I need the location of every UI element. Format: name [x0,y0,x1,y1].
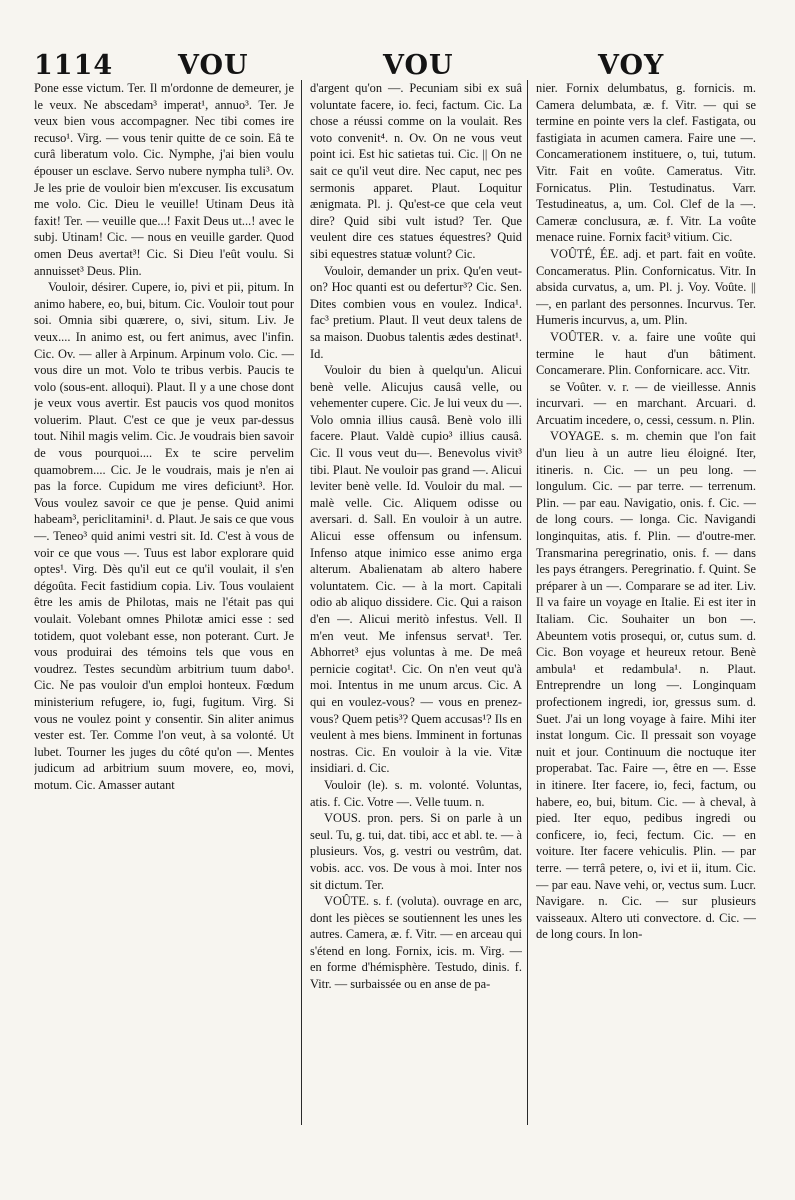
dictionary-entry: d'argent qu'on —. Pecuniam sibi ex suâ voluntate facere, io. feci, factum. Cic. La chose a réussi comme on la voulait. Res voto convenit⁴. n. Ov. On ne vous veut point ici. Est hic satietas tui. Cic. || On ne sait ce qu'il veut dire. Nec caput, nec pes sermonis apparet. Plaut. Loquitur ænigmata. Pl. j. Qu'est-ce que cela veut dire? Quid sibi vult istud? Ter. Que veulent dire ces statues équestres? Quid sibi equestres statuæ volunt? Cic. [310,81,522,261]
column-divider [301,80,302,1125]
dictionary-entry: Pone esse victum. Ter. Il m'ordonne de demeurer, je le veux. Ne abscedam³ imperat¹, annuo³. Ter. Je veux bien vous accompagner. Nec tibi comes ire recuso¹. Virg. — vous tenir quitte de ce soin. Eâ te curâ liberatum volo. Cic. Nymphe, j'ai bien voulu épouser un esclave. Servo nubere nympha tuli³. Ov. Je les prie de vouloir bien m'excuser. Iis excusatum me volo. Cic. Dieu le veuille! Utinam Deus ità faxit! Ter. — veuille que...! Faxit Deus ut...! avec le subj. Utinam! Cic. — nous en veuille garder. Quod omen Deus avertat³! Cic. Si Dieu l'eût voulu. Si annuisset³ Deus. Plin. [34,81,294,278]
header-left-word: VOU [178,50,249,81]
dictionary-entry: se Voûter. v. r. — de vieillesse. Annis incurvari. — en marchant. Arcuari. d. Arcuatim incedere, o, cessi, cessum. n. Plin. [536,379,756,427]
header-center-word: VOU [383,50,454,81]
dictionary-entry: VOÛTE. s. f. (voluta). ouvrage en arc, dont les pièces se soutiennent les unes les autres. Camera, æ. f. Vitr. — en arceau qui s'étend en long. Fornix, icis. m. Virg. — en forme d'hémisphère. Testudo, dinis. f. Vitr. — surbaissée ou en anse de pa- [310,894,522,992]
header-right-word: VOY [598,50,665,81]
dictionary-entry: VOYAGE. s. m. chemin que l'on fait d'un lieu à un autre lieu éloigné. Iter, itineris. n. Cic. — un peu long. — longulum. Cic. — par terre. — terrenum. Plin. — par eau. Navigatio, onis. f. Cic. — de long cours. — longa. Cic. Navigandi longinquitas, atis. f. Plin. — d'outre-mer. Transmarina peregrinatio, onis. f. — dans les pays étrangers. Peregrinatio. f. Quint. Se préparer à un —. Comparare se ad iter. Liv. Il va faire un voyage en Italie. Ei est iter in Italiam. Cic. Souhaiter un bon —. Abeuntem votis prosequi, or, cutus sum. d. Cic. Bon voyage et heureux retour. Benè ambula¹ et redambula¹. n. Plaut. Entreprendre un long —. Longinquam profectionem ingredi, ior, gressus sum. d. Suet. J'ai un long voyage à faire. Mihi iter instat longum. Cic. Il pressait son voyage nuit et jour. Continuum die noctuque iter properabat. Tac. Faire —, être en —. Esse in itinere. Iter facere, io, feci, factum, ou habere, eo, bui, bitum. Cic. — à cheval, à pied. Iter equo, pedibus ingredi ou conficere, io, feci, fectum. Cic. — en voiture. Iter facere vehiculis. Plin. — par terre. — terrâ petere, o, ivi et ii, itum. Cic. — par eau. Nave vehi, or, vectus sum. Lucr. Navigare. n. Cic. — sur plusieurs vaisseaux. Altero uti convectore. d. Cic. — de long cours. In lon- [536,429,756,942]
dictionary-entry: VOÛTER. v. a. faire une voûte qui termine le haut d'un bâtiment. Concamerare. Plin. Confornicare. acc. Vitr. [536,329,756,378]
dictionary-entry: Vouloir (le). s. m. volonté. Voluntas, atis. f. Cic. Votre —. Velle tuum. n. [310,777,522,809]
dictionary-entry: Vouloir, désirer. Cupere, io, pivi et pii, pitum. In animo habere, eo, bui, bitum. Cic. Vouloir tout pour soi. Omnia sibi quærere, o, sivi, situm. Liv. Je veux.... In animo est, ou fert animus, avec l'infin. Cic. Ov. — aller à Arpinum. Arpinum volo. Cic. — vous dire un mot. Volo te tribus verbis. Paucis te volo (sous-ent. alloqui). Plaut. Il y a une chose dont je veux vous avertir. Est paucis vos quod monitos voluerim. Plaut. C'est ce que je veux par-dessus tout. Nihil magis velim. Cic. Je voudrais bien savoir de vous pourquoi.... Ex te scire pervelim quamobrem.... Cic. Je le voudrais, mais je n'en ai pas la force. Cupidum me vires deficiunt³. Hor. Vous voulez savoir ce que je pense. Quid animi habeam³, periclitamini¹. d. Plaut. Je sais ce que vous —. Teneo³ quid animi vestri sit. Id. C'est à vous de voir ce que vous —. Tuus est labor explorare quid optes¹. Virg. Dès qu'il eut ce qu'il voulait, il s'en dégoûta. Fecit fastidium copia. Liv. Tous voulaient être les amis de Philotas, mais ne l'était pas qui voulait. Volebant omnes Philotæ amici esse : sed totidem, quot volebant esse, non poterant. Curt. Je vous produirai des témoins tels que vous en voudrez. Testes secundùm arbitrium tuum dabo¹. Cic. Ne pas vouloir d'un emploi honteux. Fœdum ministerium refugere, io, fugi, fugitum. Virg. Si vous ne voulez point y consentir. Sin aliter animus vester est. Ter. Comme l'on veut, à sa volonté. Ut lubet. Tourner les juges du côté qu'on —. Mentes judicum ad arbitrium suum movere, eo, movi, motum. Cic. Amasser autant [34,280,294,792]
dictionary-entry: VOÛTÉ, ÉE. adj. et part. fait en voûte. Concameratus. Plin. Confornicatus. Vitr. In absida curvatus, a, um. Pl. j. Voy. Voûte. || —, en parlant des personnes. Incurvus. Ter. Humeris incurvus, a, um. Plin. [536,246,756,328]
text-column-left [34,80,294,1130]
dictionary-entry: Vouloir, demander un prix. Qu'en veut-on? Hoc quanti est ou defertur³? Cic. Sen. Dites combien vous en voulez. Indica¹. fac³ pretium. Plaut. Il veut deux talens de sa maison. Duobus talentis ædes destinat¹. Id. [310,263,522,361]
dictionary-entry: Vouloir du bien à quelqu'un. Alicui benè velle. Alicujus causâ velle, ou vehementer cupere. Cic. Je lui veux du —. Volo omnia illius causâ. Benè volo illi facere. Plaut. Valdè cupio³ illius causâ. Cic. Il vous veut du—. Benevolus vivit³ tibi. Plaut. Ne vouloir pas grand —. Alicui leviter benè velle. Id. Vouloir du mal. — malè velle. Cic. Aliquem odisse ou aversari. d. Sall. En vouloir à un autre. Alicui esse offensum ou infensum. Infenso atque inimico esse animo erga alterum. Abalienatam ab altero habere voluntatem. Cic. — à la mort. Capitali odio ab aliquo dissidere. Cic. Qui a raison d'en —. Alicui meritò infestus. Vell. Il m'en veut. Me infensus servat¹. Ter. Abhorret³ ejus voluntas à me. De meâ pernicie cogitat¹. Cic. On n'en veut qu'à moi. Intentus in me unum arcus. Cic. A qui en voulez-vous? — vous en prenez-vous? Quem petis³? Quem accusas¹? Ils en veulent à mes biens. Imminent in fortunas nostras. Cic. En vouloir à la vie. Vitæ insidiari. d. Cic. [310,363,522,776]
page-number: 1114 [34,50,114,81]
text-column-middle [310,80,522,1130]
text-column-right [536,80,756,1130]
column-divider [527,80,528,1125]
dictionary-entry: VOUS. pron. pers. Si on parle à un seul. Tu, g. tui, dat. tibi, acc et abl. te. — à plusieurs. Vos, g. vestri ou vestrûm, dat. vobis. acc. vos. De vous à moi. Inter nos sit dictum. Ter. [310,811,522,892]
dictionary-entry: nier. Fornix delumbatus, g. fornicis. m. Camera delumbata, æ. f. Vitr. — qui se termine en pointe vers la clef. Fastigata, ou fastigiata in acumen camera. Faire une —. Concamerationem instituere, o, tui, tutum. Vitr. Fait en voûte. Cameratus. Vitr. Fornicatus. Plin. Testudinatus. Varr. Testudineatus, a, um. Col. Clef de la —. Cameræ conclusura, æ. f. Vitr. La voûte menace ruine. Fornix facit³ vitium. Cic. [536,81,756,245]
